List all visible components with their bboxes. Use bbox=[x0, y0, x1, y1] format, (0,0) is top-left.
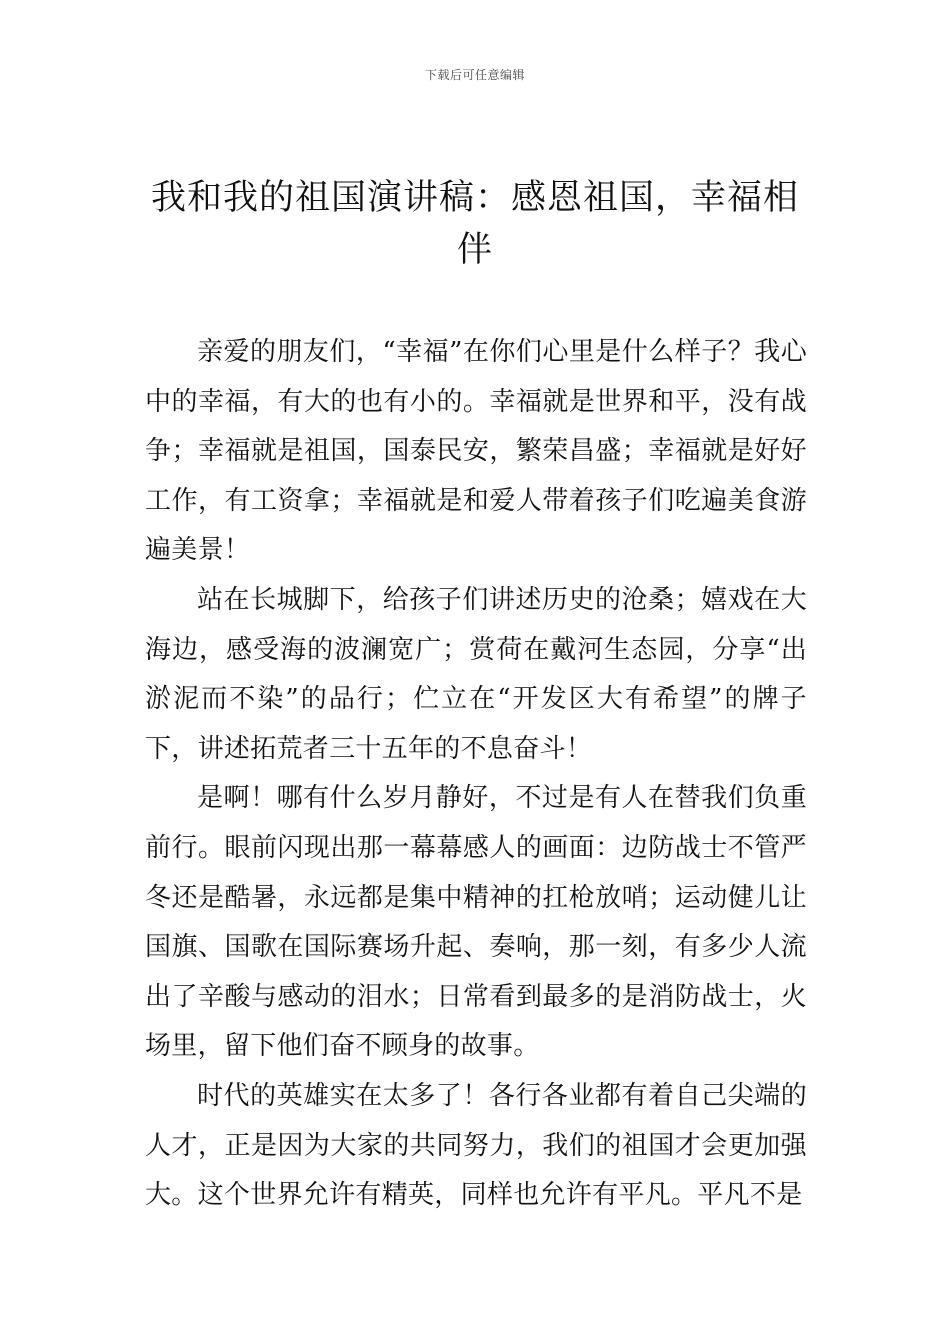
document-title: 我和我的祖国演讲稿：感恩祖国，幸福相伴 bbox=[150, 178, 799, 270]
document-body bbox=[145, 328, 807, 1221]
paragraph-4: 时代的英雄实在太多了！各行各业都有着自己尖端的人才，正是因为大家的共同努力，我们的祖国才会更加强大。这个世界允许有精英，同样也允许有平凡。平凡不是 bbox=[145, 1080, 807, 1211]
header-note: 下载后可任意编辑 bbox=[424, 68, 525, 82]
paragraph-2: 站在长城脚下，给孩子们讲述历史的沧桑；嬉戏在大海边，感受海的波澜宽广；赏荷在戴河生态园，分享“出淤泥而不染”的品行；伫立在“开发区大有希望”的牌子下，讲述拓荒者三十五年的不息奋斗！ bbox=[145, 584, 807, 764]
paragraph-1: 亲爱的朋友们，“幸福”在你们心里是什么样子？我心中的幸福，有大的也有小的。幸福就是世界和平，没有战争；幸福就是祖国，国泰民安，繁荣昌盛；幸福就是好好工作，有工资拿；幸福就是和爱人带着孩子们吃遍美食游遍美景！ bbox=[145, 337, 807, 566]
paragraph-3: 是啊！哪有什么岁月静好，不过是有人在替我们负重前行。眼前闪现出那一幕幕感人的画面：边防战士不管严冬还是酷暑，永远都是集中精神的扛枪放哨；运动健儿让国旗、国歌在国际赛场升起、奏响，那一刻，有多少人流出了辛酸与感动的泪水；日常看到最多的是消防战士，火场里，留下他们奋不顾身的故事。 bbox=[145, 783, 807, 1062]
